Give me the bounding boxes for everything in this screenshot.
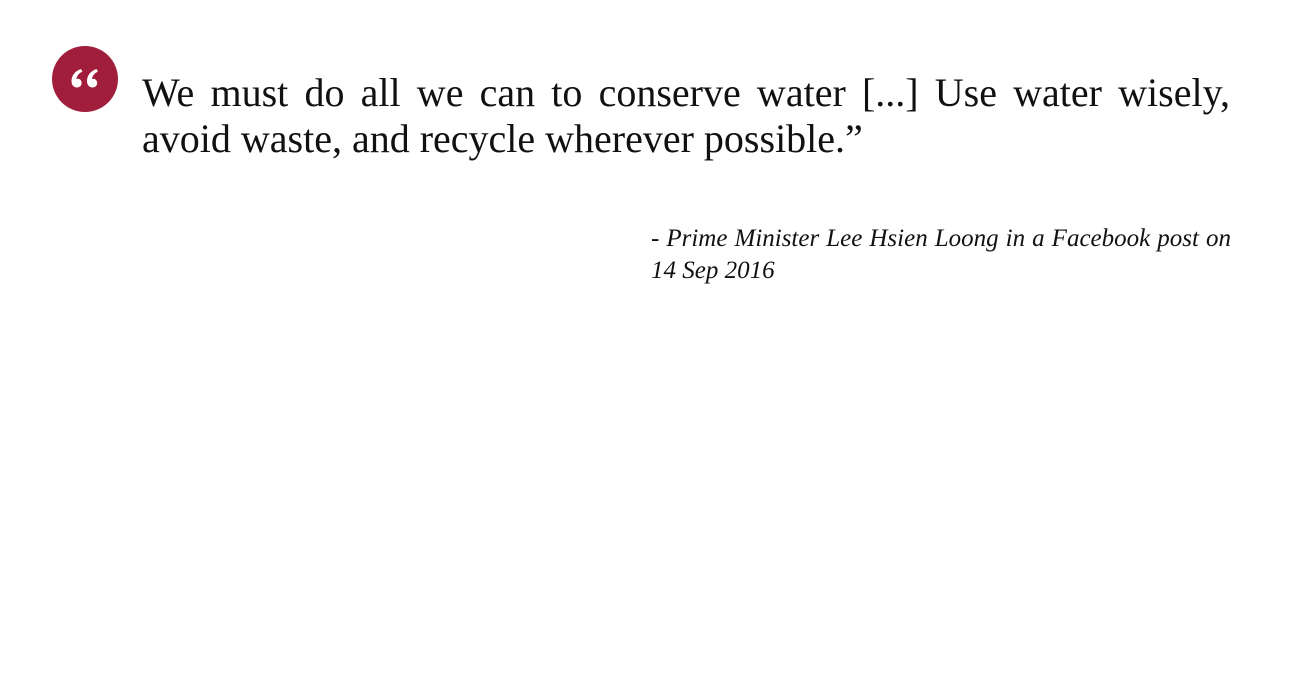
quote-attribution: - Prime Minister Lee Hsien Loong in a Facebook post on 14 Sep 2016 <box>651 225 1231 284</box>
quote-text: We must do all we can to conserve water [...] Use water wisely, avoid waste, and recycle wherever possible.” <box>142 70 1230 161</box>
quote-badge <box>52 46 118 112</box>
quote-mark-icon <box>52 46 118 112</box>
